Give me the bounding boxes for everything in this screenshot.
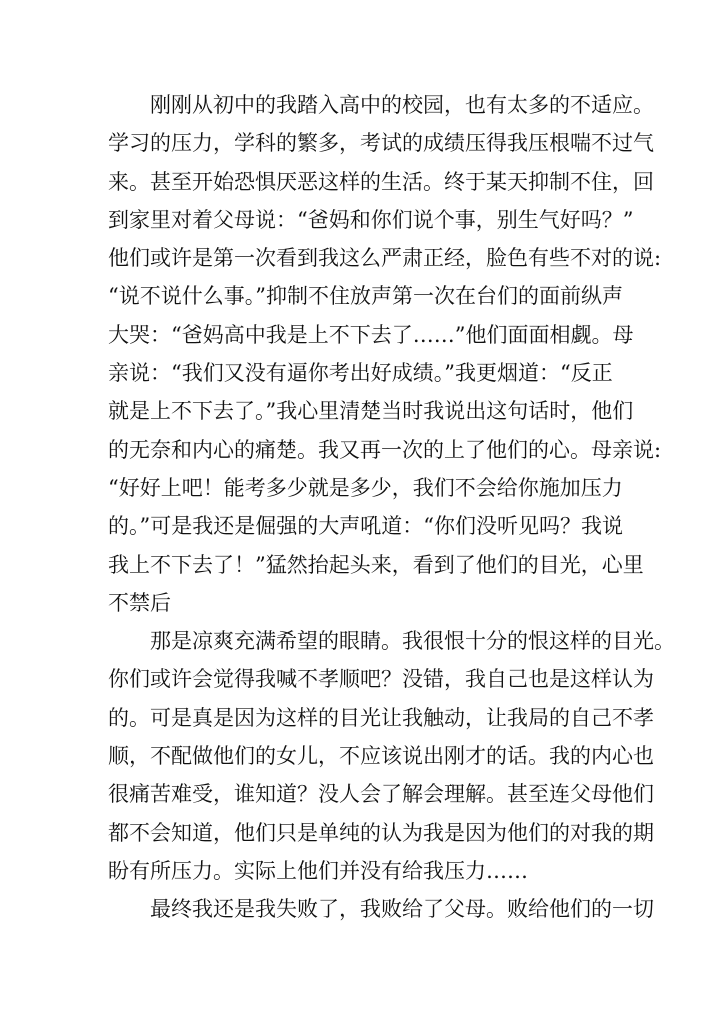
text-line: 我上不下去了！”猛然抬起头来，看到了他们的目光，心里: [108, 552, 644, 577]
essay-body: [108, 86, 675, 929]
text-line: 亲说：“我们又没有逼你考出好成绩。”我更烟道：“反正: [108, 361, 613, 386]
text-line: 很痛苦难受，谁知道？没人会了解会理解。甚至连父母他们: [108, 782, 654, 807]
text-line: 盼有所压力。实际上他们并没有给我压力……: [108, 858, 528, 883]
text-line: 的无奈和内心的痛楚。我又再一次的上了他们的心。母亲说:: [108, 437, 662, 462]
text-line: 那是凉爽充满希望的眼睛。我很恨十分的恨这样的目光。: [108, 629, 675, 654]
text-line: 到家里对着父母说：“爸妈和你们说个事，别生气好吗？”: [108, 207, 634, 232]
text-line: 顺，不配做他们的女儿，不应该说出刚才的话。我的内心也: [108, 744, 654, 769]
text-line: “说不说什么事。”抑制不住放声第一次在台们的面前纵声: [108, 284, 623, 309]
text-line: “好好上吧！能考多少就是多少，我们不会给你施加压力: [108, 475, 623, 500]
text-line: 的。可是真是因为这样的目光让我触动，让我局的自己不孝: [108, 705, 654, 730]
text-line: 就是上不下去了。”我心里清楚当时我说出这句话时，他们: [108, 399, 634, 424]
text-line: 都不会知道，他们只是单纯的认为我是因为他们的对我的期: [108, 820, 654, 845]
text-line: 不禁后: [108, 590, 171, 615]
text-line: 最终我还是我失败了，我败给了父母。败给他们的一切: [108, 897, 654, 922]
text-line: 你们或许会觉得我喊不孝顺吧？没错，我自己也是这样认为: [108, 667, 654, 692]
text-line: 学习的压力，学科的繁多，考试的成绩压得我压根喘不过气: [108, 131, 654, 156]
text-line: 来。甚至开始恐惧厌恶这样的生活。终于某天抑制不住，回: [108, 169, 654, 194]
text-line: 的。”可是我还是倔强的大声吼道：“你们没听见吗？我说: [108, 514, 623, 539]
text-line: 他们或许是第一次看到我这么严肃正经，脸色有些不对的说:: [108, 246, 662, 271]
text-line: 大哭：“爸妈高中我是上不下去了……”他们面面相觑。母: [108, 322, 634, 347]
text-line: 刚刚从初中的我踏入高中的校园，也有太多的不适应。: [108, 93, 654, 117]
